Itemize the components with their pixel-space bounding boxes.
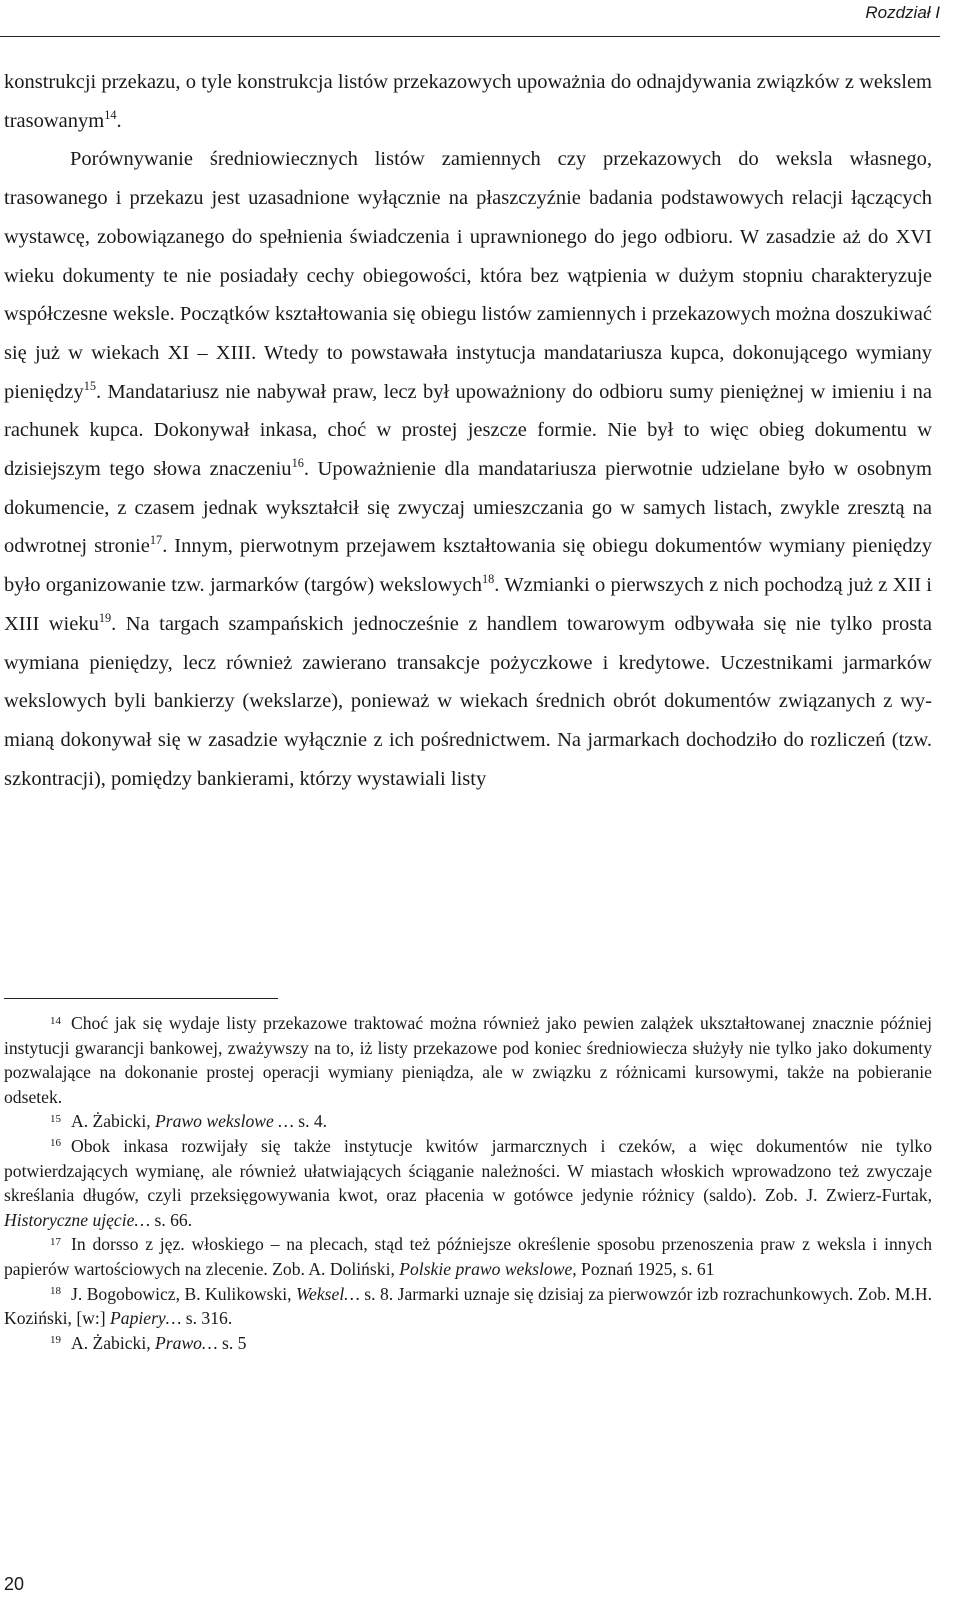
footnote-text: J. Bogobowicz, B. Kulikowski, <box>71 1283 296 1304</box>
footnote-number: 18 <box>50 1285 61 1298</box>
footnote-ref-15[interactable]: 15 <box>83 378 96 393</box>
text-run: Porównywanie średniowiecznych listów zamiennych czy przekazowych do weksla własnego, trasowanego i przekazu jest uzasadnione wyłącznie na płaszczyźnie badania podstawowych relacji łączących wystawcę, zobowiązanego do spełnienia świadczenia i uprawnionego do jego odbioru. W zasadzie aż do XVI wieku dokumenty te nie posiadały cechy obiegowości, która bez wątpienia w dużym stopniu charakteryzuje współczesne weksle. Początków kształtowania się obiegu listów zamiennych i przekazowych można doszukiwać się już w wiekach XI – XIII. Wtedy to powstawała instytucja mandatariusza kupca, dokonującego wymiany pieniędzy <box>4 148 932 403</box>
text-run: . <box>116 109 122 132</box>
footnote-text: s. 8. Jarmarki uznaje się dzisiaj za pierwowzór izb rozrachunkowych. Zob. M.H. Koziński, [w:] <box>4 1283 933 1329</box>
footnote-15 <box>4 1109 932 1134</box>
footnote-text: s. 66. <box>150 1209 193 1230</box>
citation-title: Papiery… <box>110 1308 182 1329</box>
footnote-text: s. 316. <box>181 1308 233 1329</box>
footnote-ref-19[interactable]: 19 <box>98 610 112 625</box>
footnote-text: s. 4. <box>293 1111 328 1132</box>
citation-title: Prawo… <box>155 1332 218 1353</box>
footnote-18 <box>4 1282 932 1331</box>
footnote-number: 16 <box>50 1137 61 1150</box>
footnote-ref-16[interactable]: 16 <box>291 456 304 471</box>
footnote-number: 15 <box>50 1112 61 1125</box>
citation-title: Polskie prawo wekslowe <box>399 1258 573 1279</box>
footnote-text: s. 5 <box>217 1332 247 1353</box>
footnote-number: 19 <box>50 1334 61 1347</box>
footnotes <box>4 1011 932 1355</box>
footnote-ref-18[interactable]: 18 <box>482 572 495 587</box>
text-run: . Upoważnienie dla mandatariusza pierwotnie udzielane było w osobnym dokumencie, z czasem jednak wykształcił się zwyczaj umieszczania go w samych listach, zwykle zresztą na odwrotnej stronie <box>4 458 932 558</box>
footnote-ref-14[interactable]: 14 <box>104 107 117 122</box>
footnote-19 <box>4 1331 932 1356</box>
footnote-14 <box>4 1011 932 1109</box>
citation-title: Weksel… <box>296 1283 360 1304</box>
footnote-text: , Poznań 1925, s. 61 <box>572 1258 715 1279</box>
footnote-text: A. Żabicki, <box>71 1111 156 1132</box>
page-number: 20 <box>4 1574 25 1594</box>
text-run: . Wzmianki o pierwszych z nich pochodzą już z XII i XIII wieku <box>4 574 933 635</box>
footnote-number: 14 <box>50 1014 61 1027</box>
main-text <box>4 63 932 798</box>
text-run: . Innym, pierwotnym przejawem kształtowania się obiegu dokumentów wymiany pieniędzy było organizowanie tzw. jarmarków (targów) wekslowych <box>4 535 932 597</box>
footnote-text: A. Żabicki, <box>71 1332 156 1353</box>
footnote-17 <box>4 1232 932 1281</box>
text-run: . Na targach szampańskich jednocześnie z handlem towarowym odbywała się nie tylko prosta wymiana pieniędzy, lecz również zawierano transakcje pożyczkowe i kredytowe. Uczestnikami jarmarków wekslowych byli bankierzy (wekslarze), ponieważ w wiekach średnich obrót dokumentów związanych z wymianą dokonywał się w zasadzie wyłącznie z ich pośrednictwem. Na jarmarkach dochodziło do rozliczeń (tzw. szkontracji), pomiędzy bankierami, którzy wystawiali listy <box>4 612 932 790</box>
footnote-text: Obok inkasa rozwijały się także instytucje kwitów jarmarcznych i czeków, a więc dokumentów nie tylko potwierdzających wymianę, ale również ułatwiających ściąganie należności. W miastach włoskich wprowadzono też zwyczaje skreślania długów, czyli przeksięgowywania kwot, oraz płacenia w gotówce jedynie różnicy (saldo). Zob. J. Zwierz-Furtak, <box>4 1135 932 1206</box>
footnote-text: In dorsso z jęz. włoskiego – na plecach, stąd też późniejsze określenie sposobu przenoszenia praw z weksla i innych papierów wartościowych na zlecenie. Zob. A. Doliński, <box>4 1234 932 1279</box>
text-run: konstrukcji przekazu, o tyle konstrukcja listów przekazowych upoważnia do odnajdywania związków z wekslem trasowanym <box>4 71 932 132</box>
running-header: Rozdział I <box>865 3 940 22</box>
paragraph-2 <box>4 140 932 798</box>
footnote-text: Choć jak się wydaje listy przekazowe traktować można również jako pewien zalążek ukształtowanej znacznie później instytucji gwarancji bankowej, zważywszy na to, iż listy przekazowe pod koniec średniowiecza służyły nie tylko jako dokumenty pozwalające na dokonanie prostej operacji wymiany pieniądza, ale w związku z różnicami kursowymi, także na pobieranie odsetek. <box>4 1013 932 1107</box>
footnote-ref-17[interactable]: 17 <box>149 533 163 548</box>
citation-title: Historyczne ujęcie… <box>4 1209 151 1230</box>
text-run: . Mandatariusz nie nabywał praw, lecz był upoważniony do odbioru sumy pieniężnej w imieniu i na rachunek kupca. Dokonywał inkasa, choć w prostej jeszcze formie. Nie był to więc obieg dokumentu w dzisiejszym tego słowa znaczeniu <box>4 380 932 481</box>
footnote-16 <box>4 1134 932 1232</box>
footnote-number: 17 <box>50 1235 61 1248</box>
paragraph-1 <box>4 63 932 140</box>
citation-title: Prawo wekslowe … <box>155 1111 294 1132</box>
header-rule <box>0 36 940 37</box>
footnote-rule <box>4 998 278 999</box>
